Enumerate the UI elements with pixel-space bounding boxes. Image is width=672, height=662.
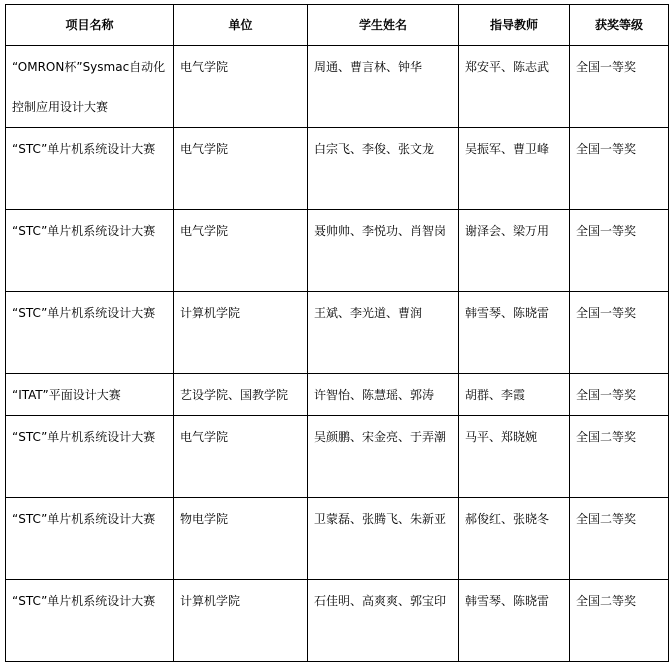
table-row [6,210,669,292]
cell-students: 白宗飞、李俊、张文龙 [308,128,459,210]
table-row [6,498,669,580]
table-row [6,292,669,374]
cell-award: 全国一等奖 [570,210,669,292]
cell-award: 全国二等奖 [570,416,669,498]
cell-project: “STC”单片机系统设计大赛 [6,292,174,374]
cell-students: 王斌、李光道、曹润 [308,292,459,374]
cell-unit: 电气学院 [174,128,308,210]
cell-unit: 计算机学院 [174,580,308,662]
cell-students: 周通、曹言林、钟华 [308,46,459,128]
table-row [6,416,669,498]
table-row [6,46,669,128]
awards-table [5,4,669,662]
table-row [6,580,669,662]
cell-unit: 电气学院 [174,46,308,128]
header-students: 学生姓名 [308,5,459,46]
cell-award: 全国二等奖 [570,580,669,662]
cell-students: 卫蒙磊、张腾飞、朱新亚 [308,498,459,580]
cell-project: “STC”单片机系统设计大赛 [6,580,174,662]
header-award: 获奖等级 [570,5,669,46]
cell-project: “STC”单片机系统设计大赛 [6,128,174,210]
cell-advisor: 郑安平、陈志武 [459,46,570,128]
cell-advisor: 郝俊红、张晓冬 [459,498,570,580]
header-unit: 单位 [174,5,308,46]
cell-award: 全国二等奖 [570,498,669,580]
cell-project: “ITAT”平面设计大赛 [6,374,174,416]
table-row [6,374,669,416]
cell-award: 全国一等奖 [570,292,669,374]
cell-award: 全国一等奖 [570,128,669,210]
table-row [6,128,669,210]
cell-award: 全国一等奖 [570,374,669,416]
cell-project: “STC”单片机系统设计大赛 [6,210,174,292]
cell-unit: 物电学院 [174,498,308,580]
cell-advisor: 韩雪琴、陈晓雷 [459,580,570,662]
cell-advisor: 吴振军、曹卫峰 [459,128,570,210]
cell-students: 许智怡、陈慧瑶、郭涛 [308,374,459,416]
cell-students: 聂帅帅、李悦功、肖智岗 [308,210,459,292]
cell-advisor: 马平、郑晓婉 [459,416,570,498]
cell-advisor: 谢泽会、梁万用 [459,210,570,292]
cell-advisor: 胡群、李霞 [459,374,570,416]
cell-students: 石佳明、高爽爽、郭宝印 [308,580,459,662]
cell-students: 吴颜鹏、宋金亮、于弄潮 [308,416,459,498]
cell-project: “STC”单片机系统设计大赛 [6,416,174,498]
header-row [6,5,669,46]
cell-unit: 计算机学院 [174,292,308,374]
cell-advisor: 韩雪琴、陈晓雷 [459,292,570,374]
header-project: 项目名称 [6,5,174,46]
cell-project: “STC”单片机系统设计大赛 [6,498,174,580]
cell-unit: 艺设学院、国教学院 [174,374,308,416]
cell-award: 全国一等奖 [570,46,669,128]
header-advisor: 指导教师 [459,5,570,46]
cell-unit: 电气学院 [174,416,308,498]
cell-unit: 电气学院 [174,210,308,292]
cell-project: “OMRON杯”Sysmac自动化控制应用设计大赛 [6,46,174,128]
